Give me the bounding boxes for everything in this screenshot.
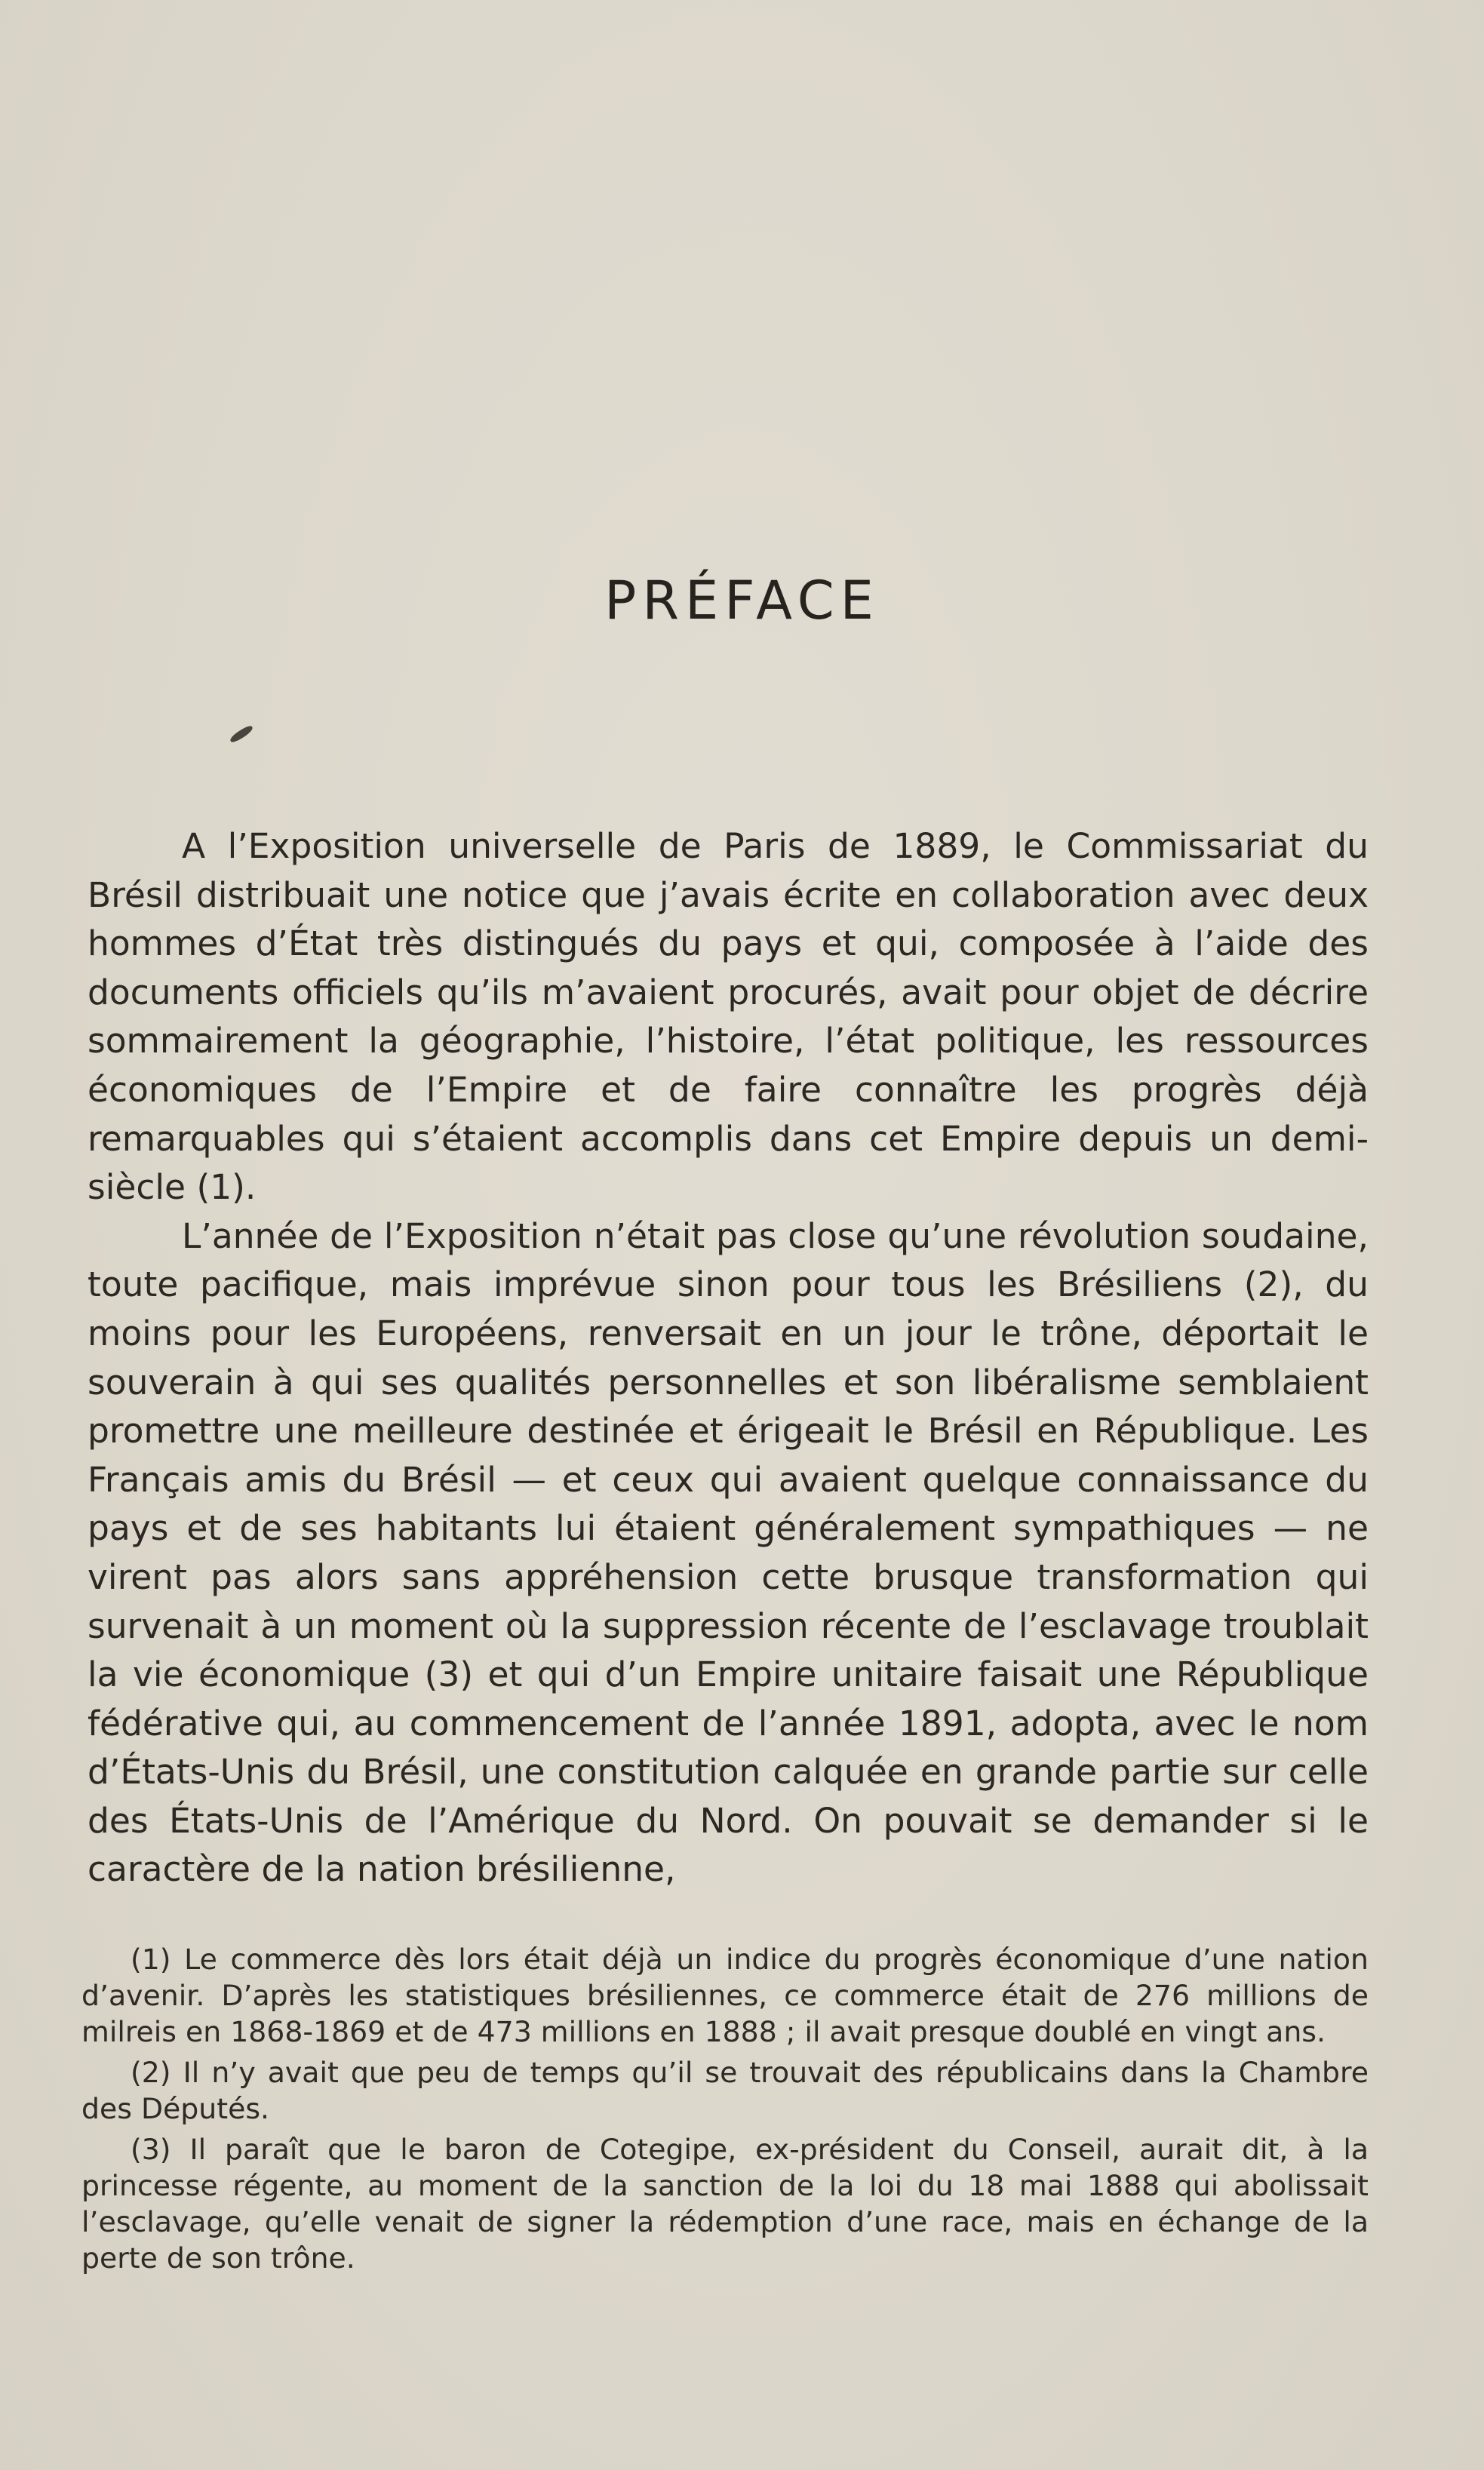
ink-mark <box>229 724 254 744</box>
footnote-2: (2) Il n’y avait que peu de temps qu’il se trouvait des républicains dans la Chambre des Députés. <box>81 2056 1369 2125</box>
body-text <box>88 822 1369 1894</box>
page-title: PRÉFACE <box>604 570 880 631</box>
footnotes <box>81 1941 1369 2281</box>
footnote-3: (3) Il paraît que le baron de Cotegipe, ex-président du Conseil, aurait dit, à la princesse régente, au moment de la sanction de la loi du 18 mai 1888 qui abolissait l’esclavage, qu’elle venait de signer la rédemption d’une race, mais en échange de la perte de son trône. <box>81 2133 1369 2275</box>
paragraph-1: A l’Exposition universelle de Paris de 1889, le Commissariat du Brésil distribuait une notice que j’avais écrite en collaboration avec deux hommes d’État très distingués du pays et qui, composée à l’aide des documents officiels qu’ils m’avaient procurés, avait pour objet de décrire sommairement la géographie, l’histoire, l’état politique, les ressources économiques de l’Empire et de faire connaître les progrès déjà remarquables qui s’étaient accomplis dans cet Empire depuis un demi-siècle (1). <box>88 826 1369 1208</box>
paragraph-2: L’année de l’Exposition n’était pas close qu’une révolution soudaine, toute pacifique, mais imprévue sinon pour tous les Brésiliens (2), du moins pour les Européens, renversait en un jour le trône, déportait le souverain à qui ses qualités personnelles et son libéralisme semblaient promettre une meilleure destinée et érigeait le Brésil en République. Les Français amis du Brésil — et ceux qui avaient quelque connaissance du pays et de ses habitants lui étaient généralement sympathiques — ne virent pas alors sans appréhension cette brusque transformation qui survenait à un moment où la suppression récente de l’esclavage troublait la vie économique (3) et qui d’un Empire unitaire faisait une République fédérative qui, au commencement de l’année 1891, adopta, avec le nom d’États-Unis du Brésil, une constitution calquée en grande partie sur celle des États-Unis de l’Amérique du Nord. On pouvait se demander si le caractère de la nation brésilienne, <box>88 1215 1369 1890</box>
footnote-1: (1) Le commerce dès lors était déjà un indice du progrès économique d’une nation d’avenir. D’après les statistiques brésiliennes, ce commerce était de 276 millions de milreis en 1868-1869 et de 473 millions en 1888 ; il avait presque doublé en vingt ans. <box>81 1943 1369 2048</box>
